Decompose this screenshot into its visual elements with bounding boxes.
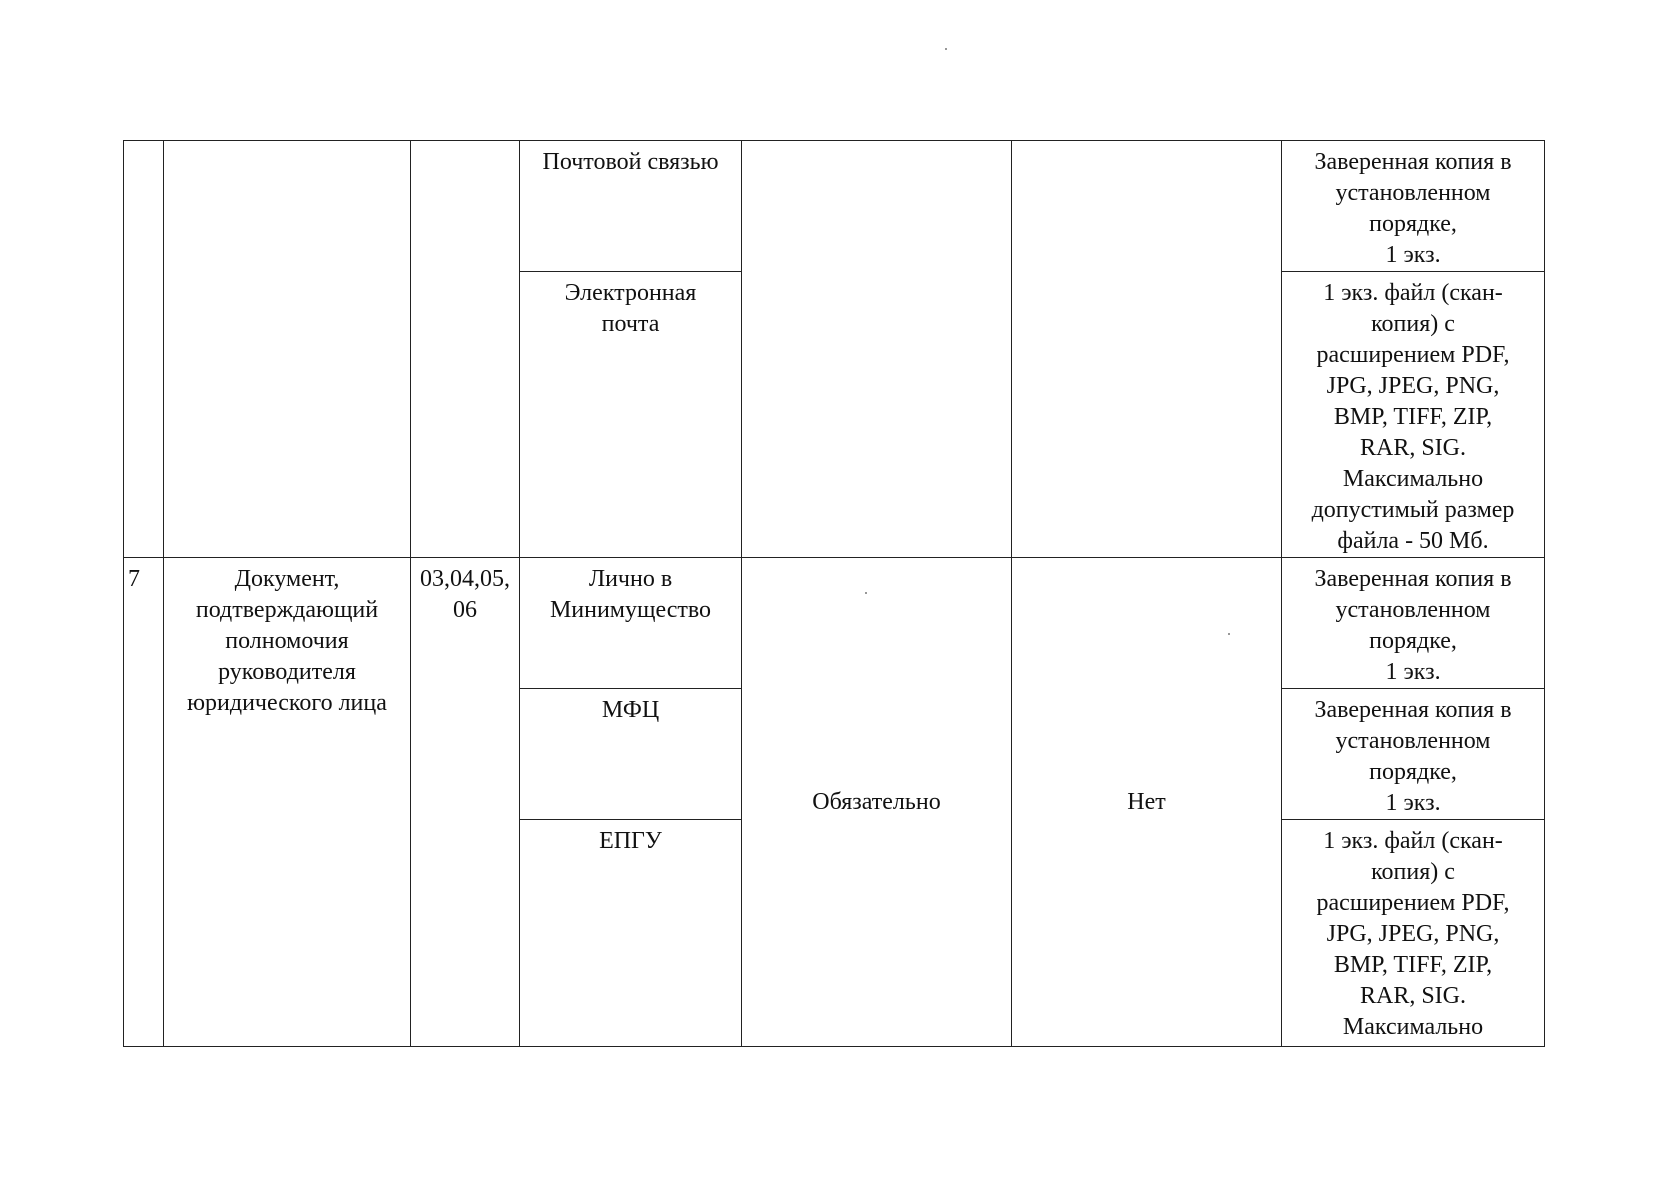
cell-method: Почтовой связью [520,141,742,272]
cell-form: 1 экз. файл (скан- копия) с расширением PDF, JPG, JPEG, PNG, BMP, TIFF, ZIP, RAR, SIG. Максимально допустимый размер файла - 50 Мб. [1282,272,1545,558]
cell-form: 1 экз. файл (скан- копия) с расширением PDF, JPG, JPEG, PNG, BMP, TIFF, ZIP, RAR, SIG. Максимально [1282,820,1545,1047]
table-row [124,141,1545,272]
cell-number-empty [124,141,164,558]
cell-document-empty [164,141,411,558]
cell-answer-empty [1012,141,1282,558]
table-row [124,558,1545,689]
cell-method: МФЦ [520,689,742,820]
cell-method: ЕПГУ [520,820,742,1047]
cell-form: Заверенная копия в установленном порядке, 1 экз. [1282,689,1545,820]
document-table [123,140,1545,1047]
cell-row-number: 7 [124,558,164,1047]
cell-method: Лично в Минимущество [520,558,742,689]
cell-method: Электронная почта [520,272,742,558]
cell-form: Заверенная копия в установленном порядке, 1 экз. [1282,141,1545,272]
cell-required-empty [742,141,1012,558]
cell-required: Обязательно [742,558,1012,1047]
cell-answer: Нет [1012,558,1282,1047]
cell-form: Заверенная копия в установленном порядке, 1 экз. [1282,558,1545,689]
cell-codes: 03,04,05, 06 [411,558,520,1047]
cell-document-name: Документ, подтверждающий полномочия руководителя юридического лица [164,558,411,1047]
scan-speck [945,48,947,50]
cell-codes-empty [411,141,520,558]
